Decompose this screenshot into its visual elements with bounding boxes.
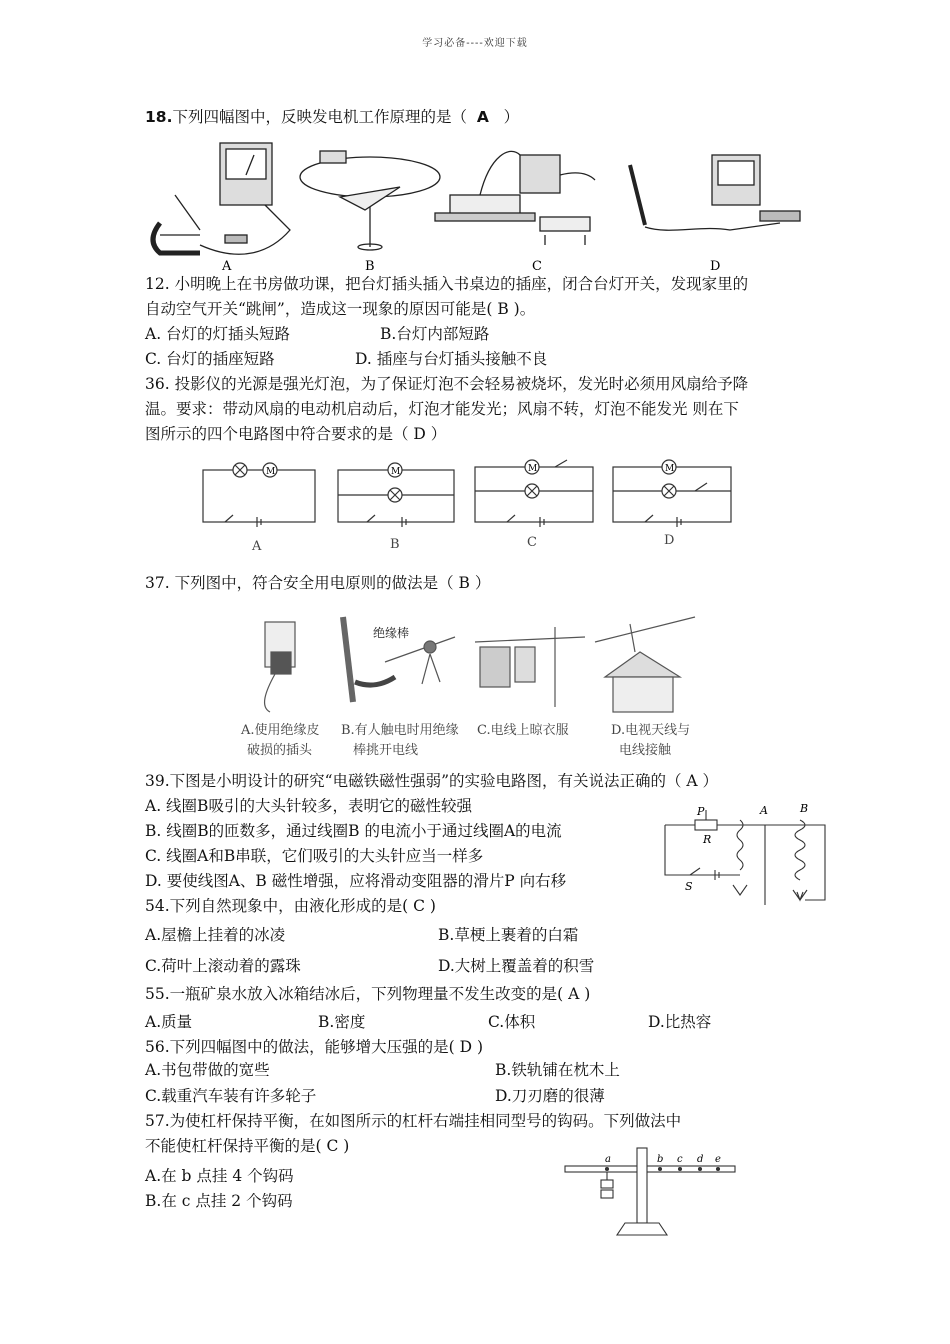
q18-text: 下列四幅图中，反映发电机工作原理的是（ — [172, 108, 467, 126]
q18-figure — [140, 135, 815, 275]
q36-label-b: B — [390, 537, 400, 552]
q39-label-p: P — [697, 805, 705, 818]
q18-a-magnet — [153, 223, 200, 253]
q39-rheostat — [695, 820, 717, 830]
q39-label-r: R — [703, 833, 712, 846]
q39-label-a: A — [760, 804, 768, 817]
q57-point-c: c — [677, 1154, 683, 1165]
q57-option-a: A.在 b 点挂 4 个钩码 — [145, 1167, 294, 1185]
q36-label-c: C — [527, 535, 537, 550]
q18-stem — [145, 106, 519, 128]
q12-line2: 自动空气开关“跳闸”，造成这一现象的原因可能是( B )。 — [145, 300, 536, 318]
q57-point-a: a — [605, 1154, 611, 1165]
q36-c-motor: M — [528, 464, 538, 474]
q57-point-d: d — [697, 1154, 704, 1165]
q36-line2: 温。要求：带动风扇的电动机启动后，灯泡才能发光；风扇不转，灯泡不能发光 则在下 — [145, 400, 739, 418]
q54-option-d: D.大树上覆盖着的积雪 — [438, 957, 595, 975]
q36-line1: 36. 投影仪的光源是强光灯泡，为了保证灯泡不会轻易被烧坏，发光时必须用风扇给予降 — [145, 375, 749, 393]
q36-a-frame — [203, 470, 315, 522]
q12-option-d: D. 插座与台灯插头接触不良 — [355, 350, 548, 368]
q56-option-a: A.书包带做的宽些 — [145, 1061, 270, 1079]
q18-answer: A — [476, 108, 489, 126]
q56-option-d: D.刀刃磨的很薄 — [495, 1087, 605, 1105]
q12-option-c: C. 台灯的插座短路 — [145, 350, 275, 368]
q55-option-a: A.质量 — [145, 1013, 193, 1031]
q36-label-a: A — [252, 539, 262, 554]
q18-label-b: B — [365, 259, 375, 274]
q36-d-motor: M — [665, 464, 675, 474]
q55-option-b: B.密度 — [318, 1013, 366, 1031]
q57-stand — [637, 1148, 647, 1223]
q57-line2: 不能使杠杆保持平衡的是( C ) — [145, 1137, 350, 1155]
q55-line1: 55.一瓶矿泉水放入冰箱结冰后，下列物理量不发生改变的是( A ) — [145, 985, 591, 1003]
q56-line1: 56.下列四幅图中的做法，能够增大压强的是( D ) — [145, 1038, 484, 1056]
q37-caption-a-2: 破损的插头 — [247, 743, 313, 758]
q39-figure — [655, 800, 835, 910]
q12-option-a: A. 台灯的灯插头短路 — [145, 325, 291, 343]
q37-insulated-rod-tag: 绝缘棒 — [373, 626, 410, 640]
q18-label-a: A — [222, 259, 232, 274]
q39-coil-b — [795, 820, 805, 880]
q55-option-c: C.体积 — [488, 1013, 536, 1031]
q36-circuits — [195, 455, 735, 555]
q37-caption-b-2: 棒挑开电线 — [353, 743, 419, 758]
q37-figure — [235, 612, 705, 762]
q39-option-c: C. 线圈A和B串联，它们吸引的大头针应当一样多 — [145, 847, 484, 865]
q36-a-motor: M — [266, 467, 276, 477]
q37-caption-c: C.电线上晾衣服 — [477, 723, 569, 738]
q36-label-d: D — [664, 533, 675, 548]
q37-caption-d-2: 电线接触 — [619, 743, 672, 758]
q37-line1: 37. 下列图中，符合安全用电原则的做法是（ B ） — [145, 574, 491, 592]
q36-line3: 图所示的四个电路图中符合要求的是（ D ） — [145, 425, 447, 443]
q39-label-b: B — [800, 802, 809, 815]
q39-option-d: D. 要使线图A、B 磁性增强，应将滑动变阻器的滑片P 向右移 — [145, 872, 567, 890]
q57-lever-bar — [565, 1166, 735, 1172]
q57-point-b: b — [657, 1154, 664, 1165]
q37-caption-d-1: D.电视天线与 — [611, 723, 691, 738]
q57-option-b: B.在 c 点挂 2 个钩码 — [145, 1192, 293, 1210]
q18-number: 18. — [145, 108, 173, 126]
q55-option-d: D.比热容 — [648, 1013, 712, 1031]
q12-option-b: B.台灯内部短路 — [380, 325, 490, 343]
q54-option-b: B.草梗上裹着的白霜 — [438, 926, 579, 944]
q36-b-motor: M — [391, 467, 401, 477]
q39-line1: 39.下图是小明设计的研究“电磁铁磁性强弱”的实验电路图，有关说法正确的（ A ） — [145, 772, 719, 790]
q57-line1: 57.为使杠杆保持平衡，在如图所示的杠杆右端挂相同型号的钩码。下列做法中 — [145, 1112, 682, 1130]
q37-caption-b-1: B.有人触电时用绝缘 — [341, 723, 459, 738]
q57-point-e: e — [715, 1154, 721, 1165]
page-header: 学习必备----欢迎下载 — [422, 38, 528, 49]
q37-caption-a-1: A.使用绝缘皮 — [241, 723, 320, 738]
q39-label-s: S — [685, 880, 693, 893]
q39-option-b: B. 线圈B的匝数多，通过线圈B 的电流小于通过线圈A的电流 — [145, 822, 562, 840]
q54-line1: 54.下列自然现象中，由液化形成的是( C ) — [145, 897, 436, 915]
q54-option-c: C.荷叶上滚动着的露珠 — [145, 957, 301, 975]
q54-option-a: A.屋檐上挂着的冰凌 — [145, 926, 286, 944]
q18-label-c: C — [532, 259, 542, 274]
q39-option-a: A. 线圈B吸引的大头针较多，表明它的磁性较强 — [145, 797, 472, 815]
q56-option-b: B.铁轨铺在枕木上 — [495, 1061, 620, 1079]
q18-label-d: D — [710, 259, 721, 274]
q18-c-battery — [520, 155, 560, 193]
q57-lever-figure — [555, 1140, 745, 1250]
q39-coil-a — [737, 820, 743, 870]
q12-line1: 12. 小明晚上在书房做功课，把台灯插头插入书桌边的插座，闭合台灯开关，发现家里的 — [145, 275, 749, 293]
q18-close: ） — [503, 108, 520, 126]
q56-option-c: C.载重汽车装有许多轮子 — [145, 1087, 317, 1105]
